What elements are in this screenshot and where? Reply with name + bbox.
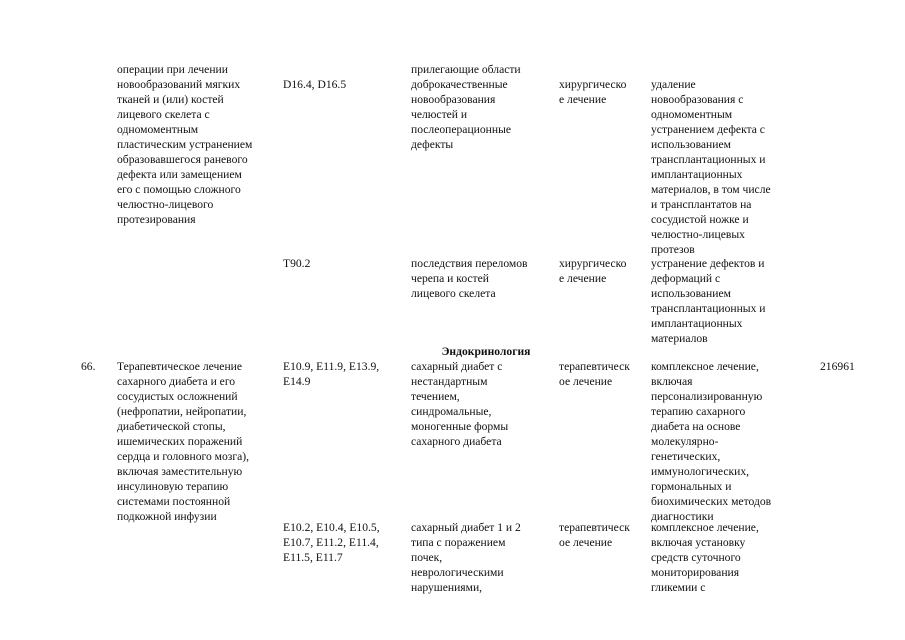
row66b-patient-model: сахарный диабет 1 и 2 типа с поражением почек, неврологическими нарушениями, (411, 521, 521, 594)
row66-cost: 216961 (820, 360, 855, 373)
row66-number: 66. (81, 360, 96, 373)
row2-treatment-type: хирургическо е лечение (559, 257, 627, 285)
row2-treatment-method: устранение дефектов и деформаций с использованием трансплантационных и имплантационных материалов (651, 257, 766, 345)
section-title-endocrinology: Эндокринология (441, 345, 531, 358)
row66-treatment-method: комплексное лечение, включая персонализированную терапию сахарного диабета на основе молекулярно- генетических, иммунологических, гормональных и биохимических методов диагностики (651, 360, 772, 523)
row66b-treatment-type: терапевтическ ое лечение (559, 521, 630, 549)
row1-treatment-method: удаление новообразования с одномоментным устранением дефекта с использованием трансплантационных и имплантационных материалов, в том числе и трансплантатов на сосудистой ножке и челюстно-лицевых протезов (651, 78, 771, 256)
row66b-icd-codes: E10.2, E10.4, E10.5, E10.7, E11.2, E11.4, E11.5, E11.7 (283, 521, 380, 564)
row66-treatment-type: терапевтическ ое лечение (559, 360, 630, 388)
row1-patient-model: прилегающие области доброкачественные новообразования челюстей и послеоперационные дефекты (411, 63, 521, 151)
row66b-treatment-method: комплексное лечение, включая установку средств суточного мониторирования гликемии с (651, 521, 759, 594)
row1-icd-codes: D16.4, D16.5 (283, 78, 347, 91)
row1-intervention-name: операции при лечении новообразований мягких тканей и (или) костей лицевого скелета с одномоментным пластическим устранением образовавшегося раневого дефекта или замещением его с помощью сложного челюстно-лицевого протезирования (117, 63, 253, 226)
row66-intervention-name: Терапевтическое лечение сахарного диабета и его сосудистых осложнений (нефропатии, нейропатии, диабетической стопы, ишемических поражений сердца и головного мозга), включая заместительную инсулиновую терапию системами постоянной подкожной инфузии (117, 360, 250, 523)
row66-patient-model: сахарный диабет с нестандартным течением, синдромальные, моногенные формы сахарного диабета (411, 360, 509, 448)
row2-icd-codes: T90.2 (283, 257, 311, 270)
row66-icd-codes: E10.9, E11.9, E13.9, E14.9 (283, 360, 380, 388)
row2-patient-model: последствия переломов черепа и костей лицевого скелета (411, 257, 528, 300)
row1-treatment-type: хирургическо е лечение (559, 78, 627, 106)
